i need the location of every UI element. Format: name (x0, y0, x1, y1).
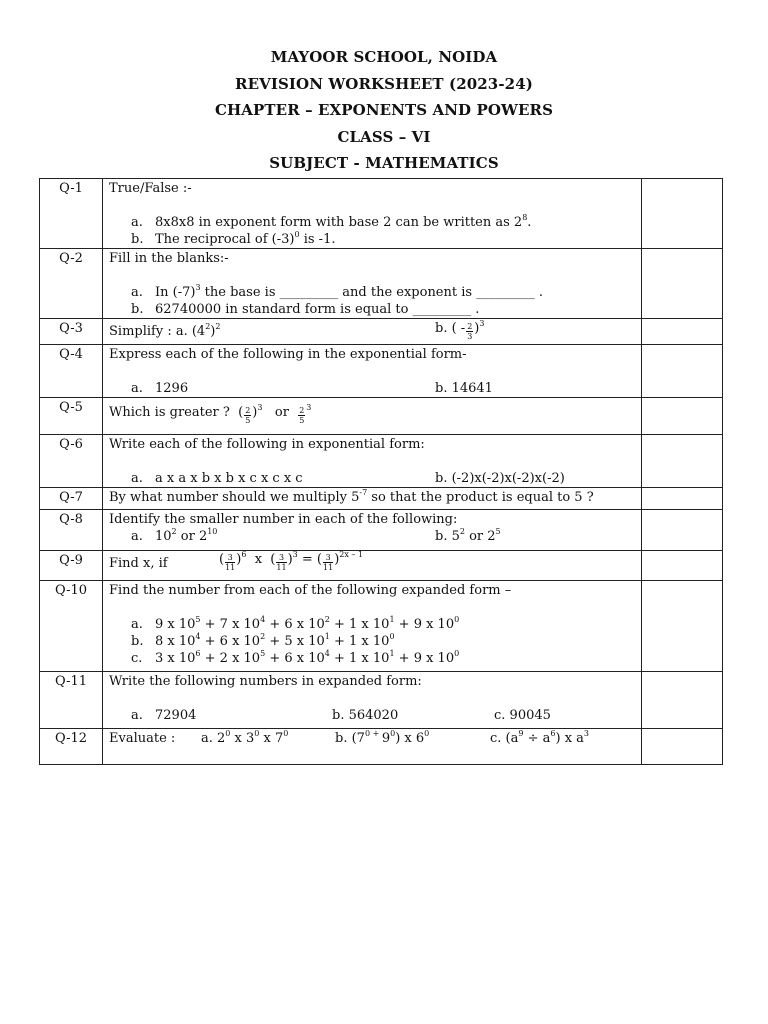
question-row (40, 179, 723, 249)
question-text: Write the following numbers in expanded form: (109, 674, 422, 689)
worksheet-title: REVISION WORKSHEET (2023-24) (235, 74, 533, 93)
question-number: Q-3 (59, 321, 83, 336)
worksheet-header (0, 44, 768, 177)
answer-cell[interactable] (642, 729, 723, 765)
list-item: a. 72904 b. 564020 c. 90045 (131, 708, 551, 723)
answer-cell[interactable] (642, 581, 723, 672)
question-row (40, 319, 723, 345)
question-number: Q-11 (54, 674, 88, 689)
list-item: b. The reciprocal of $(-3)^0$ is -1. (131, 230, 336, 247)
question-text: Identify the smaller number in each of the following: (109, 512, 458, 527)
answer-cell[interactable] (642, 672, 723, 729)
answer-cell[interactable] (642, 398, 723, 435)
question-text: Find the number from each of the following expanded form – (109, 583, 512, 598)
school-name: MAYOOR SCHOOL, NOIDA (270, 48, 498, 66)
question-number: Q-10 (54, 583, 88, 598)
question-row (40, 729, 723, 765)
question-table (39, 178, 723, 765)
question-number: Q-9 (59, 553, 83, 568)
question-number: Q-2 (59, 251, 83, 266)
list-item: a. $10^2$ or $2^{10}$ b. $5^2$ or $2^5$ (131, 527, 501, 544)
answer-cell[interactable] (642, 249, 723, 319)
question-row (40, 435, 723, 488)
question-text: Fill in the blanks:- (109, 251, 229, 266)
question-number: Q-4 (59, 347, 83, 362)
question-row (40, 488, 723, 510)
equation: ( $\frac{3}{11}$ )$^6$ x ( $\frac{3}{11}$ )$^3$ = ( $\frac{3}{11}$ )$^{2x - 1}$ (219, 550, 364, 572)
question-row (40, 581, 723, 672)
list-item: a. In $(-7)^3$ the base is _________ and the exponent is _________ . (131, 283, 543, 300)
list-item: b. 8 x $10^4 + 6$ x $10^2 + 5$ x $10^1 + 1$ x $10^0$ (131, 632, 395, 649)
answer-cell[interactable] (642, 510, 723, 551)
list-item: b. 62740000 in standard form is equal to _________ . (131, 302, 480, 317)
question-number: Q-1 (59, 181, 83, 196)
answer-cell[interactable] (642, 345, 723, 398)
question-number: Q-5 (59, 400, 83, 415)
list-item: a. 1296 b. 14641 (131, 381, 493, 396)
question-part-b: b. ( - $\frac{2}{3}$ )$^3$ (435, 319, 485, 341)
question-text: Simplify : a. $(4^2)^2$ (109, 322, 221, 339)
list-item: a. 9 x $10^5 + 7$ x $10^4 + 6$ x $10^2 + 1$ x $10^1 + 9$ x $10^0$ (131, 615, 460, 632)
question-number: Q-7 (59, 490, 83, 505)
list-item: a. a x a x b x b x c x c x c b. (-2)x(-2)x(-2)x(-2) (131, 471, 565, 486)
question-text: Evaluate : a. $2^0$ x $3^0$ x $7^0$ b. ($7^0$ + $9^0$) x $6^0$ c. $(a^9 \div a^6)$ x $a^3$ (109, 729, 589, 746)
question-row (40, 672, 723, 729)
answer-cell[interactable] (642, 551, 723, 581)
answer-cell[interactable] (642, 435, 723, 488)
question-text: Which is greater ? ( $\frac{2}{5}$ )$^3$ or $\frac{2}{5}$ $^3$ (109, 403, 312, 425)
subject-title: SUBJECT - MATHEMATICS (269, 154, 499, 172)
answer-cell[interactable] (642, 488, 723, 510)
chapter-title: CHAPTER – EXPONENTS AND POWERS (214, 101, 554, 119)
question-number: Q-12 (54, 731, 88, 746)
question-text: Express each of the following in the exponential form- (109, 347, 467, 362)
question-row (40, 345, 723, 398)
question-row (40, 398, 723, 435)
question-text: By what number should we multiply $5^{-7}$ so that the product is equal to 5 ? (109, 488, 594, 505)
question-text: True/False :- (109, 181, 192, 196)
question-row (40, 510, 723, 551)
question-text: Find x, if (109, 556, 168, 571)
class-title: CLASS – VI (337, 127, 431, 146)
question-number: Q-8 (59, 512, 83, 527)
question-number: Q-6 (59, 437, 83, 452)
question-row (40, 249, 723, 319)
answer-cell[interactable] (642, 319, 723, 345)
question-text: Write each of the following in exponential form: (109, 437, 425, 452)
list-item: a. 8x8x8 in exponent form with base 2 can be written as $2^8$. (131, 213, 532, 230)
answer-cell[interactable] (642, 179, 723, 249)
list-item: c. 3 x $10^6 + 2$ x $10^5 + 6$ x $10^4 + 1$ x $10^1 + 9$ x $10^0$ (131, 649, 460, 666)
question-row (40, 551, 723, 581)
